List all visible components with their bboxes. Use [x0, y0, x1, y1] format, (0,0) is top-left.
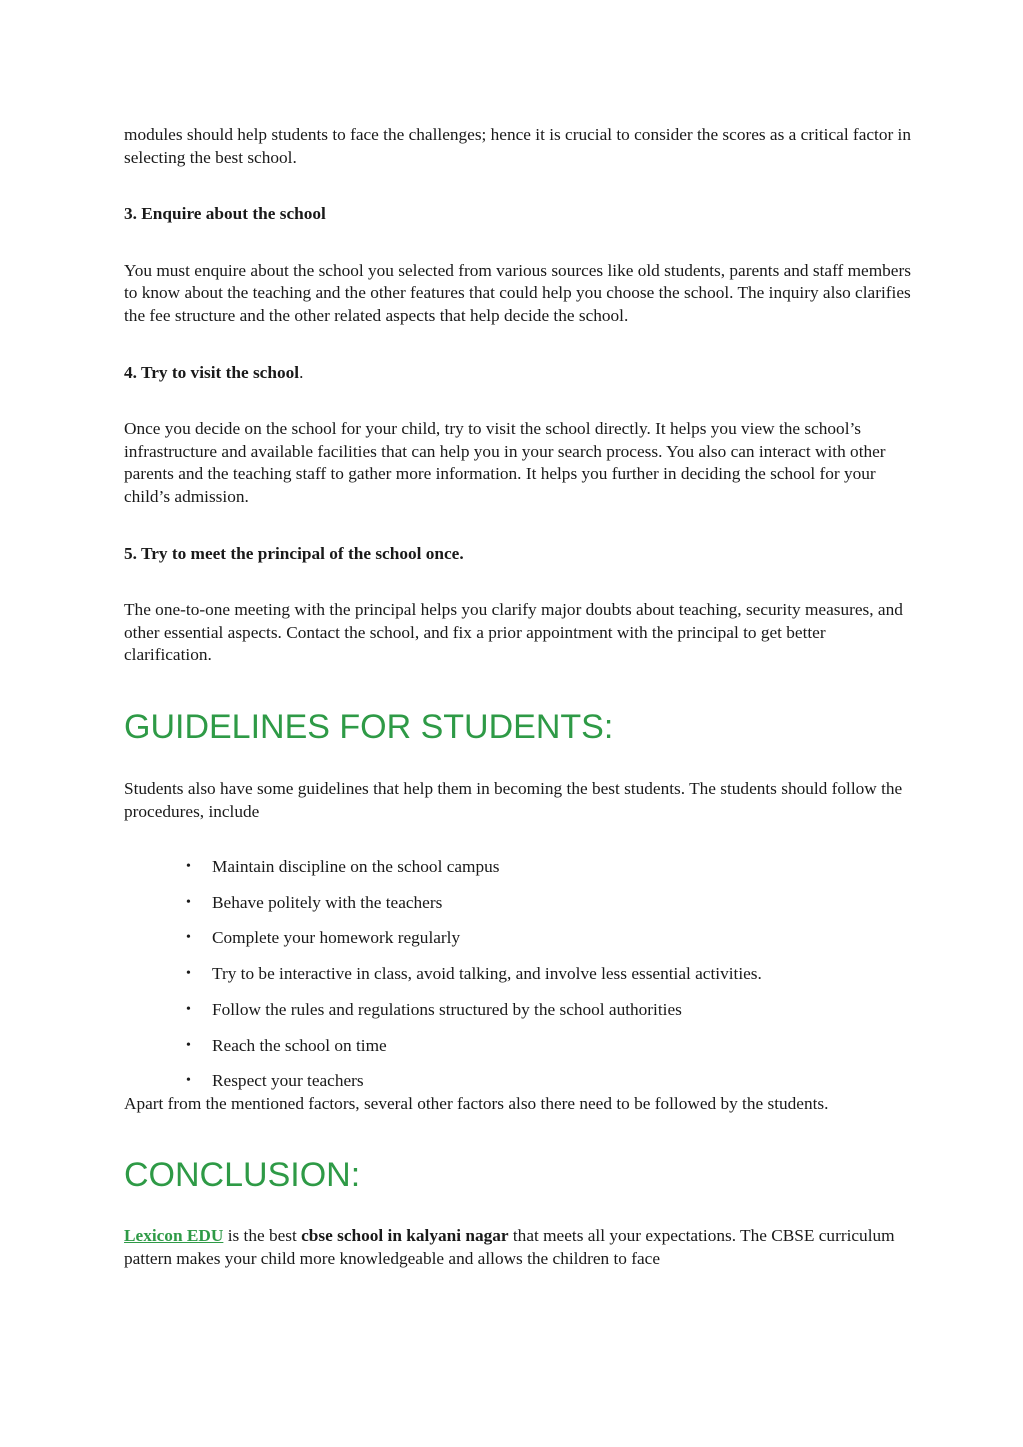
guidelines-heading: GUIDELINES FOR STUDENTS:	[124, 707, 614, 746]
step-3-heading-text: 3. Enquire about the school	[124, 204, 326, 224]
list-item-text: Behave politely with the teachers	[212, 892, 443, 912]
conclusion-heading: CONCLUSION:	[124, 1156, 361, 1195]
list-item-text: Try to be interactive in class, avoid talking, and involve less essential activities.	[212, 964, 762, 984]
guidelines-outro: Apart from the mentioned factors, several other factors also there need to be followed by the students.	[124, 1093, 829, 1113]
list-item	[186, 1070, 914, 1093]
list-item	[186, 999, 914, 1022]
step-3-heading	[124, 203, 914, 226]
step-5-heading	[124, 543, 914, 566]
step-4-heading-suffix: .	[299, 362, 304, 382]
list-item-text: Follow the rules and regulations structured by the school authorities	[212, 999, 682, 1019]
conclusion-paragraph	[124, 1225, 914, 1270]
bullet-icon: •	[186, 859, 191, 875]
list-item	[186, 1035, 914, 1058]
intro-paragraph: modules should help students to face the challenges; hence it is crucial to consider the scores as a critical factor in selecting the best school.	[124, 125, 911, 167]
step-5-body: The one-to-one meeting with the principal helps you clarify major doubts about teaching, security measures, and other essential aspects. Contact the school, and fix a prior appointment with the principal to get better clarification.	[124, 600, 903, 665]
list-item-text: Reach the school on time	[212, 1035, 387, 1055]
document-page	[124, 124, 914, 1271]
bullet-icon: •	[186, 930, 191, 946]
bullet-icon: •	[186, 966, 191, 982]
guidelines-list	[124, 856, 914, 1093]
list-item	[186, 856, 914, 879]
step-4-body: Once you decide on the school for your child, try to visit the school directly. It helps you view the school’s infrastructure and available facilities that can help you in your search process. You also can interact with other parents and the teaching staff to gather more information. It helps you further in deciding the school for your child’s admission.	[124, 419, 886, 506]
list-item-text: Maintain discipline on the school campus	[212, 857, 500, 877]
lexicon-edu-link[interactable]: Lexicon EDU	[124, 1226, 224, 1246]
bullet-icon: •	[186, 1037, 191, 1053]
list-item	[186, 927, 914, 950]
bullet-icon: •	[186, 1001, 191, 1017]
bullet-icon: •	[186, 1073, 191, 1089]
bullet-icon: •	[186, 894, 191, 910]
step-5-heading-text: 5. Try to meet the principal of the school once.	[124, 543, 464, 563]
list-item	[186, 963, 914, 986]
list-item-text: Respect your teachers	[212, 1071, 364, 1091]
conclusion-text-1: is the best	[223, 1226, 302, 1246]
step-4-heading-text: 4. Try to visit the school	[124, 362, 300, 382]
list-item	[186, 892, 914, 915]
list-item-text: Complete your homework regularly	[212, 928, 461, 948]
guidelines-intro: Students also have some guidelines that help them in becoming the best students. The students should follow the procedures, include	[124, 778, 903, 821]
step-4-heading	[124, 362, 914, 385]
step-3-body: You must enquire about the school you selected from various sources like old students, parents and staff members to know about the teaching and the other features that could help you choose the school. The inquiry also clarifies the fee structure and the other related aspects that help decide the school.	[124, 260, 911, 325]
conclusion-text-2: that meets all your expectations. The CBSE curriculum pattern makes your child more knowledgeable and allows the children to face	[124, 1226, 895, 1268]
conclusion-bold-text: cbse school in kalyani nagar	[301, 1226, 509, 1246]
